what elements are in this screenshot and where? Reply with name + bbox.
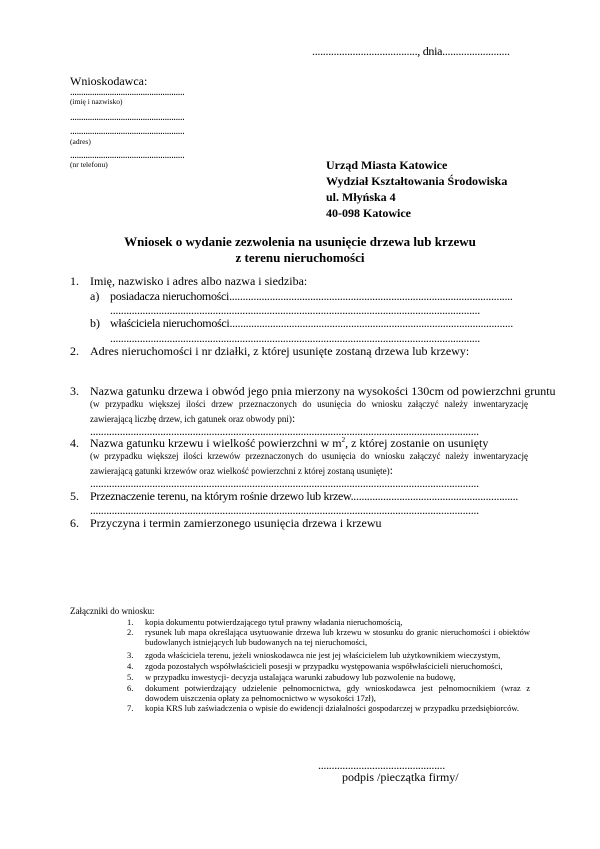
attachment-number: 3. xyxy=(127,650,134,660)
applicant-label: Wnioskodawca: xyxy=(70,74,148,88)
recipient-street: ul. Młyńska 4 xyxy=(326,190,396,204)
applicant-address-caption: (adres) xyxy=(70,137,91,146)
applicant-address-field-2[interactable]: .................................................... xyxy=(70,126,185,137)
attachment-text: rysunek lub mapa określająca usytuowanie drzewa lub krzewu w stosunku do granic nieruchomości i obiektów budowlanych istniejących lub budowanych na tej nieruchomości, xyxy=(145,627,530,647)
item-5-land-use-field[interactable]: Przeznaczenie terenu, na którym rośnie drzewo lub krzew.............................................................. xyxy=(90,489,518,503)
attachment-item xyxy=(127,617,532,627)
attachment-number: 5. xyxy=(127,672,134,682)
item-4-number: 4. xyxy=(70,436,79,450)
attachment-item xyxy=(127,661,532,671)
item-1a-continuation-field[interactable]: ......................................................................................................................................... xyxy=(110,303,480,317)
item-3-number: 3. xyxy=(70,384,79,398)
attachment-text: w przypadku inwestycji- decyzja ustalająca warunki zabudowy lub pozwolenie na budowę, xyxy=(145,672,456,682)
item-4-label-part-1: Nazwa gatunku krzewu i wielkość powierzchni w m xyxy=(90,436,342,450)
attachment-item xyxy=(127,703,532,723)
applicant-phone-field[interactable]: .................................................... xyxy=(70,150,185,161)
signature-field[interactable]: ............................................... xyxy=(318,758,445,772)
item-5-continuation-field[interactable]: ................................................................................................................................................ xyxy=(90,503,479,517)
signature-label: podpis /pieczątka firmy/ xyxy=(342,770,459,784)
item-1b-marker: b) xyxy=(90,316,100,330)
item-4-answer-field[interactable]: ................................................................................................................................................ xyxy=(90,476,479,490)
attachment-number: 4. xyxy=(127,661,134,671)
item-3-note xyxy=(90,397,528,426)
recipient-city: 40-098 Katowice xyxy=(326,206,411,220)
item-4-note xyxy=(90,449,528,478)
item-4-superscript: 2 xyxy=(341,436,346,444)
attachment-text: kopia dokumentu potwierdzającego tytuł prawny władania nieruchomością, xyxy=(145,617,403,627)
attachment-item xyxy=(127,627,532,647)
item-1-number: 1. xyxy=(70,274,79,288)
item-4-colon: : xyxy=(389,463,393,477)
attachment-number: 7. xyxy=(127,703,134,713)
attachment-text: zgoda właściciela terenu, jeżeli wnioskodawca nie jest jej właścicielem lub użytkownikiem wieczystym, xyxy=(145,650,501,660)
item-1b-proprietor-field[interactable]: właściciela nieruchomości......................................................................................................... xyxy=(110,316,513,330)
attachment-item xyxy=(127,650,532,660)
item-1b-continuation-field[interactable]: ......................................................................................................................................... xyxy=(110,331,480,345)
date-line[interactable]: ......................................., dnia......................... xyxy=(312,44,510,58)
item-4-note-text: (w przypadku większej ilości krzewów przeznaczonych do usunięcia do wniosku załączyć należy inwentaryzację zawierającą gatunki krzewów oraz wielkość powierzchni z której zostaną usunięte) xyxy=(90,451,528,476)
item-3-note-text: (w przypadku większej ilości drzew przeznaczonych do usunięcia do wniosku załączyć należy inwentaryzację zawierającą liczbę drzew, ich gatunek oraz obwody pni) xyxy=(90,399,528,424)
attachment-text: zgoda pozostałych współwłaścicieli posesji w przypadku występowania współwłaścicieli nieruchomości, xyxy=(145,661,503,671)
form-title-line-1: Wniosek o wydanie zezwolenia na usunięcie drzewa lub krzewu xyxy=(124,234,476,249)
attachment-number: 1. xyxy=(127,617,134,627)
recipient-department: Wydział Kształtowania Środowiska xyxy=(326,174,508,188)
item-6-number: 6. xyxy=(70,516,79,530)
item-3-colon: : xyxy=(291,411,296,425)
applicant-name-caption: (imię i nazwisko) xyxy=(70,97,123,106)
attachment-text: kopia KRS lub zaświadczenia o wpisie do ewidencji działalności gospodarczej w przypadku przedsiębiorców. xyxy=(145,703,520,713)
item-2-label: Adres nieruchomości i nr działki, z której usunięte zostaną drzewa lub krzewy: xyxy=(90,344,470,358)
item-3-answer-field[interactable]: ................................................................................................................................................ xyxy=(90,424,479,438)
attachment-number: 6. xyxy=(127,683,134,693)
attachment-item xyxy=(127,683,532,703)
applicant-phone-caption: (nr telefonu) xyxy=(70,160,108,169)
attachment-number: 2. xyxy=(127,627,134,637)
form-title-line-2: z terenu nieruchomości xyxy=(235,250,365,265)
applicant-name-field[interactable]: .................................................... xyxy=(70,87,185,98)
attachments-header: Załączniki do wniosku: xyxy=(70,606,155,616)
item-3-label: Nazwa gatunku drzewa i obwód jego pnia mierzony na wysokości 130cm od powierzchni gruntu xyxy=(90,384,556,398)
item-6-label: Przyczyna i termin zamierzonego usunięcia drzewa i krzewu xyxy=(90,516,382,530)
item-4-label-part-2: , z której zostanie on usunięty xyxy=(345,436,489,450)
item-5-number: 5. xyxy=(70,489,79,503)
item-1-label: Imię, nazwisko i adres albo nazwa i siedziba: xyxy=(90,274,308,288)
attachment-text: dokument potwierdzający udzielenie pełnomocnictwa, gdy wnioskodawca jest pełnomocnikiem (wraz z dowodem uiszczenia opłaty za pełnomocnictwo w wysokości 17zł), xyxy=(145,683,530,703)
item-1a-owner-field[interactable]: posiadacza nieruchomości......................................................................................................... xyxy=(110,289,513,303)
applicant-address-field-1[interactable]: .................................................... xyxy=(70,112,185,123)
attachment-item xyxy=(127,672,532,682)
item-2-number: 2. xyxy=(70,344,79,358)
recipient-office: Urząd Miasta Katowice xyxy=(326,158,448,172)
item-1a-marker: a) xyxy=(90,289,100,303)
